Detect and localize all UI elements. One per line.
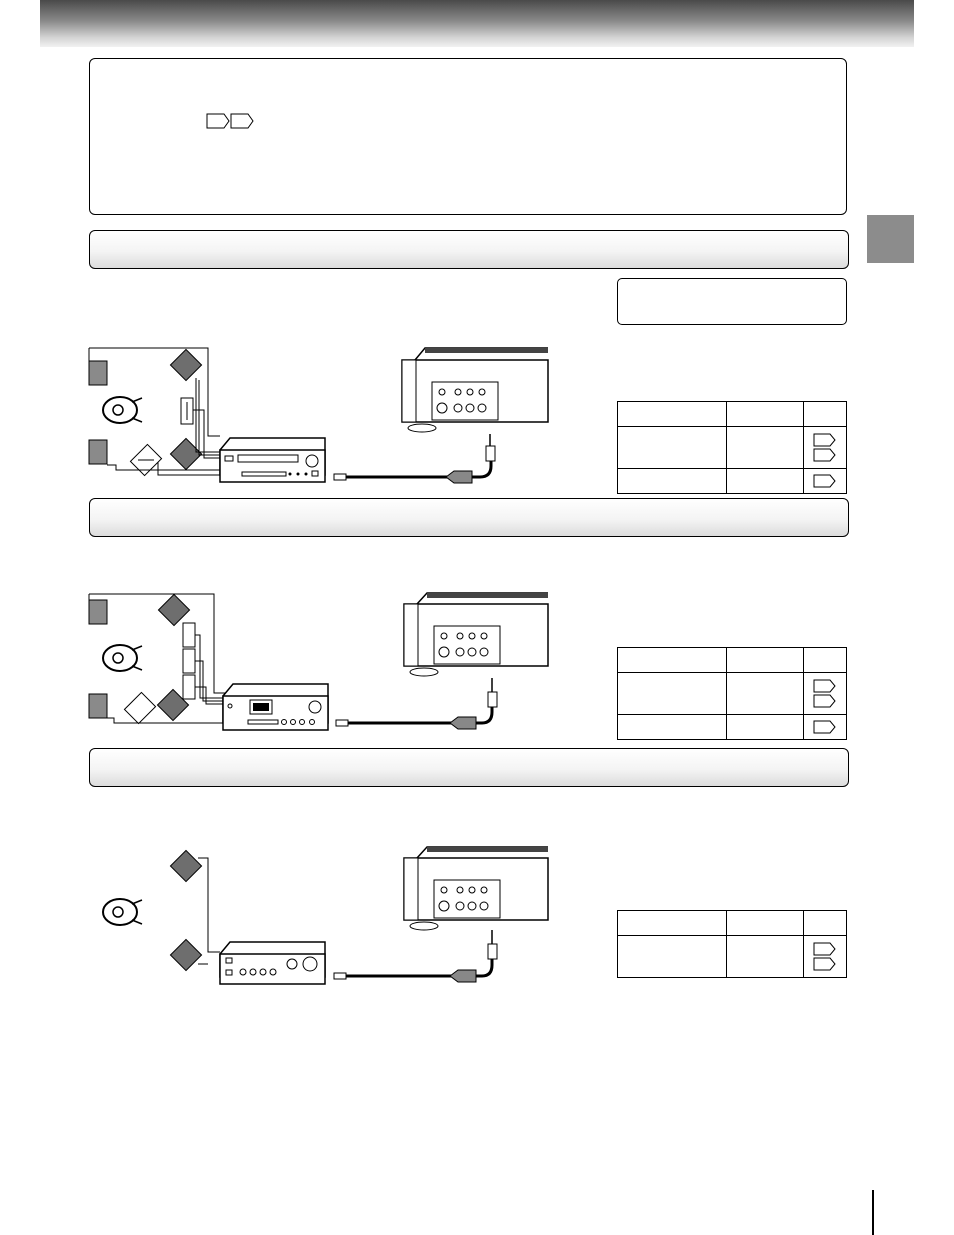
notice-box	[89, 58, 847, 215]
table-cell	[804, 936, 847, 978]
table-cell	[804, 427, 847, 469]
speaker-icon	[89, 361, 107, 385]
connection-diagram-2	[80, 588, 560, 740]
table-cell	[727, 936, 804, 978]
disc-format-tag-icon	[813, 433, 837, 447]
table-cell	[618, 936, 727, 978]
table-cell	[727, 911, 804, 936]
listener-icon	[103, 645, 142, 671]
table-cell	[804, 648, 847, 673]
speaker-icon	[89, 694, 107, 718]
table-cell	[618, 715, 727, 740]
header-bar	[40, 0, 914, 47]
speaker-icon	[170, 939, 201, 970]
spec-table-3	[617, 910, 847, 978]
av-receiver-icon	[223, 684, 328, 730]
section-title-bar-2	[89, 498, 849, 537]
speaker-icon	[183, 649, 195, 673]
table-cell	[804, 402, 847, 427]
disc-format-tag-icon	[813, 720, 837, 734]
listener-icon	[103, 899, 142, 925]
speaker-icon	[89, 600, 107, 624]
dvd-player-rear-panel-icon	[404, 593, 548, 676]
spec-table-1	[617, 401, 847, 494]
spec-table-2	[617, 647, 847, 740]
section-title-bar-1	[89, 230, 849, 269]
chapter-side-tab	[867, 215, 914, 263]
table-cell	[618, 648, 727, 673]
note-box	[617, 278, 847, 325]
dvd-player-rear-panel-icon	[402, 348, 548, 432]
table-header-row	[618, 402, 847, 427]
disc-format-tag-icon	[813, 448, 837, 462]
table-row	[618, 936, 847, 978]
table-cell	[804, 469, 847, 494]
disc-format-tag-icon	[206, 113, 254, 129]
table-row	[618, 673, 847, 715]
table-cell	[804, 911, 847, 936]
speaker-icon	[170, 438, 201, 469]
table-row	[618, 427, 847, 469]
disc-format-tag-icon	[813, 942, 837, 956]
table-row	[618, 715, 847, 740]
disc-tag-group	[206, 113, 254, 129]
table-cell	[618, 427, 727, 469]
speaker-icon	[158, 594, 189, 625]
table-cell	[727, 648, 804, 673]
av-receiver-icon	[220, 942, 325, 984]
section-title-bar-3	[89, 748, 849, 787]
speaker-icon	[130, 444, 161, 475]
speaker-icon	[170, 850, 201, 881]
signal-direction-arrow-icon	[446, 471, 472, 483]
disc-format-tag-icon	[813, 474, 837, 488]
table-cell	[804, 715, 847, 740]
dvd-player-rear-panel-icon	[404, 847, 548, 930]
disc-format-tag-icon	[813, 957, 837, 971]
table-cell	[727, 402, 804, 427]
signal-direction-arrow-icon	[450, 717, 476, 729]
table-cell	[618, 402, 727, 427]
table-header-row	[618, 648, 847, 673]
table-cell	[727, 469, 804, 494]
table-row	[618, 469, 847, 494]
table-cell	[618, 673, 727, 715]
table-cell	[618, 911, 727, 936]
table-cell	[727, 673, 804, 715]
page-number-rule	[872, 1190, 874, 1235]
speaker-icon	[170, 349, 201, 380]
speaker-icon	[183, 623, 195, 647]
connection-diagram-1	[80, 340, 560, 492]
connection-diagram-3	[80, 842, 560, 990]
table-cell	[618, 469, 727, 494]
speaker-icon	[89, 440, 107, 464]
disc-format-tag-icon	[813, 694, 837, 708]
av-receiver-icon	[220, 438, 325, 482]
listener-icon	[103, 397, 142, 423]
speaker-icon	[124, 692, 155, 723]
table-cell	[804, 673, 847, 715]
disc-format-tag-icon	[813, 679, 837, 693]
table-cell	[727, 427, 804, 469]
table-header-row	[618, 911, 847, 936]
speaker-icon	[181, 398, 193, 424]
speaker-icon	[183, 675, 195, 699]
signal-direction-arrow-icon	[450, 970, 476, 982]
table-cell	[727, 715, 804, 740]
